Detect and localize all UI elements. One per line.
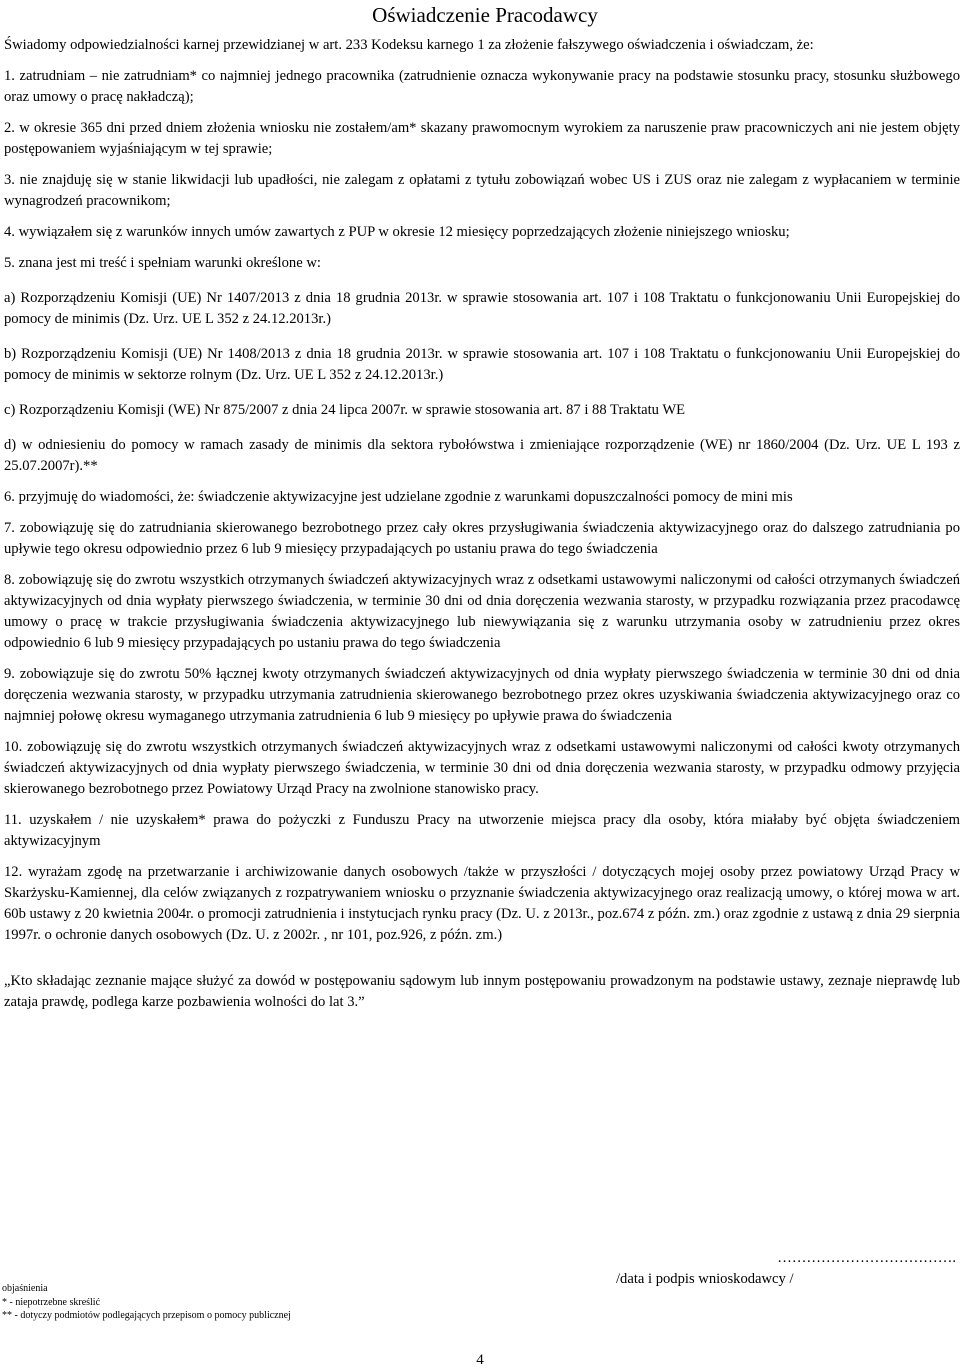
signature-caption: /data i podpis wnioskodawcy /	[616, 1271, 794, 1287]
document-page	[4, 0, 960, 1013]
statement-10: 10. zobowiązuję się do zwrotu wszystkich otrzymanych świadczeń aktywizacyjnych wraz z odsetkami ustawowymi naliczonymi od całości kwoty otrzymanych świadczeń aktywizacyjnych od dnia wypłaty pierwszego świadczenia, w terminie 30 dni od dnia doręczenia wezwania starosty, w przypadku odmowy przyjęcia skierowanego bezrobotnego przez Powiatowy Urząd Pracy na zwolnione stanowisko pracy.	[4, 739, 960, 797]
regulation-d: d) w odniesieniu do pomocy w ramach zasady de minimis dla sektora rybołówstwa i zmieniające rozporządzenie (WE) nr 1860/2004 (Dz. Urz. UE L 193 z 25.07.2007r).**	[4, 437, 960, 474]
statement-7: 7. zobowiązuję się do zatrudniania skierowanego bezrobotnego przez cały okres przysługiwania świadczenia aktywizacyjnego oraz do dalszego zatrudniania po upływie tego okresu odpowiednio przez 6 lub 9 miesięcy przypadających po ustaniu prawa do tego świadczenia	[4, 520, 960, 557]
statement-6: 6. przyjmuję do wiadomości, że: świadczenie aktywizacyjne jest udzielane zgodnie z warunkami dopuszczalności pomocy de mini mis	[4, 489, 793, 505]
footnotes-heading: objaśnienia	[2, 1283, 48, 1294]
signature-block	[600, 1248, 956, 1290]
signature-line: ……………………………….	[777, 1250, 956, 1266]
footnote-2: ** - dotyczy podmiotów podlegających przepisom o pomocy publicznej	[2, 1310, 291, 1321]
intro-paragraph: Świadomy odpowiedzialności karnej przewidzianej w art. 233 Kodeksu karnego 1 za złożenie fałszywego oświadczenia i oświadczam, że:	[4, 37, 814, 53]
statement-1: 1. zatrudniam – nie zatrudniam* co najmniej jednego pracownika (zatrudnienie oznacza wykonywanie pracy na podstawie stosunku pracy, stosunku służbowego oraz umowy o pracę nakładczą);	[4, 68, 960, 105]
statement-3: 3. nie znajduję się w stanie likwidacji lub upadłości, nie zalegam z opłatami z tytułu zobowiązań wobec US i ZUS oraz nie zalegam z wypłacaniem w terminie wynagrodzeń pracownikom;	[4, 172, 960, 209]
regulation-a: a) Rozporządzeniu Komisji (UE) Nr 1407/2013 z dnia 18 grudnia 2013r. w sprawie stosowania art. 107 i 108 Traktatu o funkcjonowaniu Unii Europejskiej do pomocy de minimis (Dz. Urz. UE L 352 z 24.12.2013r.)	[4, 290, 960, 327]
legal-warning-quote: „Kto składając zeznanie mające służyć za dowód w postępowaniu sądowym lub innym postępowaniu prowadzonym na podstawie ustawy, zeznaje nieprawdę lub zataja prawdę, podlega karze pozbawienia wolności do lat 3.”	[4, 973, 960, 1010]
statement-8: 8. zobowiązuję się do zwrotu wszystkich otrzymanych świadczeń aktywizacyjnych wraz z odsetkami ustawowymi naliczonymi od całości otrzymanych świadczeń aktywizacyjnych od dnia wypłaty pierwszego świadczenia, w terminie 30 dni od dnia doręczenia wezwania starosty, w przypadku rozwiązania przez pracodawcę umowy o pracę w trakcie przysługiwania świadczenia aktywizacyjnego lub niewywiązania się z warunku utrzymania osoby w zatrudnieniu przez okres odpowiednio 6 lub 9 miesięcy przypadających po ustaniu prawa do tego świadczenia	[4, 572, 960, 651]
regulation-b: b) Rozporządzeniu Komisji (UE) Nr 1408/2013 z dnia 18 grudnia 2013r. w sprawie stosowania art. 107 i 108 Traktatu o funkcjonowaniu Unii Europejskiej do pomocy de minimis w sektorze rolnym (Dz. Urz. UE L 352 z 24.12.2013r.)	[4, 346, 960, 383]
statement-9: 9. zobowiązuje się do zwrotu 50% łącznej kwoty otrzymanych świadczeń aktywizacyjnych od dnia wypłaty pierwszego świadczenia w terminie 30 dni od dnia doręczenia wezwania starosty, w przypadku utrzymania zatrudnienia skierowanego bezrobotnego przez okres uzyskiwania świadczenia aktywizacyjnego oraz co najmniej połowę okresu wymaganego utrzymania zatrudnienia 6 lub 9 miesięcy po upływie prawa do świadczenia	[4, 666, 960, 724]
page-number: 4	[476, 1352, 484, 1368]
statement-11: 11. uzyskałem / nie uzyskałem* prawa do pożyczki z Funduszu Pracy na utworzenie miejsca pracy dla osoby, która miałaby być objęta świadczeniem aktywizacyjnym	[4, 812, 960, 849]
footnotes	[2, 1282, 291, 1323]
statement-5: 5. znana jest mi treść i spełniam warunki określone w:	[4, 255, 321, 271]
statement-4: 4. wywiązałem się z warunków innych umów zawartych z PUP w okresie 12 miesięcy poprzedzających złożenie niniejszego wniosku;	[4, 224, 790, 240]
footnote-1: * - niepotrzebne skreślić	[2, 1296, 101, 1308]
statement-2: 2. w okresie 365 dni przed dniem złożenia wniosku nie zostałem/am* skazany prawomocnym wyrokiem za naruszenie praw pracowniczych ani nie jestem objęty postępowaniem wyjaśniającym w tej sprawie;	[4, 120, 960, 157]
page-title: Oświadczenie Pracodawcy	[372, 3, 598, 27]
regulation-c: c) Rozporządzeniu Komisji (WE) Nr 875/2007 z dnia 24 lipca 2007r. w sprawie stosowania art. 87 i 88 Traktatu WE	[4, 402, 686, 418]
statement-12: 12. wyrażam zgodę na przetwarzanie i archiwizowanie danych osobowych /także w przyszłości / dotyczących mojej osoby przez powiatowy Urząd Pracy w Skarżysku-Kamiennej, dla celów związanych z rozpatrywaniem wniosku o przyznanie świadczenia aktywizacyjnego oraz realizacją umowy, o której mowa w art. 60b ustawy z 20 kwietnia 2004r. o promocji zatrudnienia i instytucjach rynku pracy (Dz. U. z 2013r., poz.674 z późn. zm.) oraz zgodnie z ustawą z dnia 29 sierpnia 1997r. o ochronie danych osobowych (Dz. U. z 2002r. , nr 101, poz.926, z późn. zm.)	[4, 864, 960, 943]
